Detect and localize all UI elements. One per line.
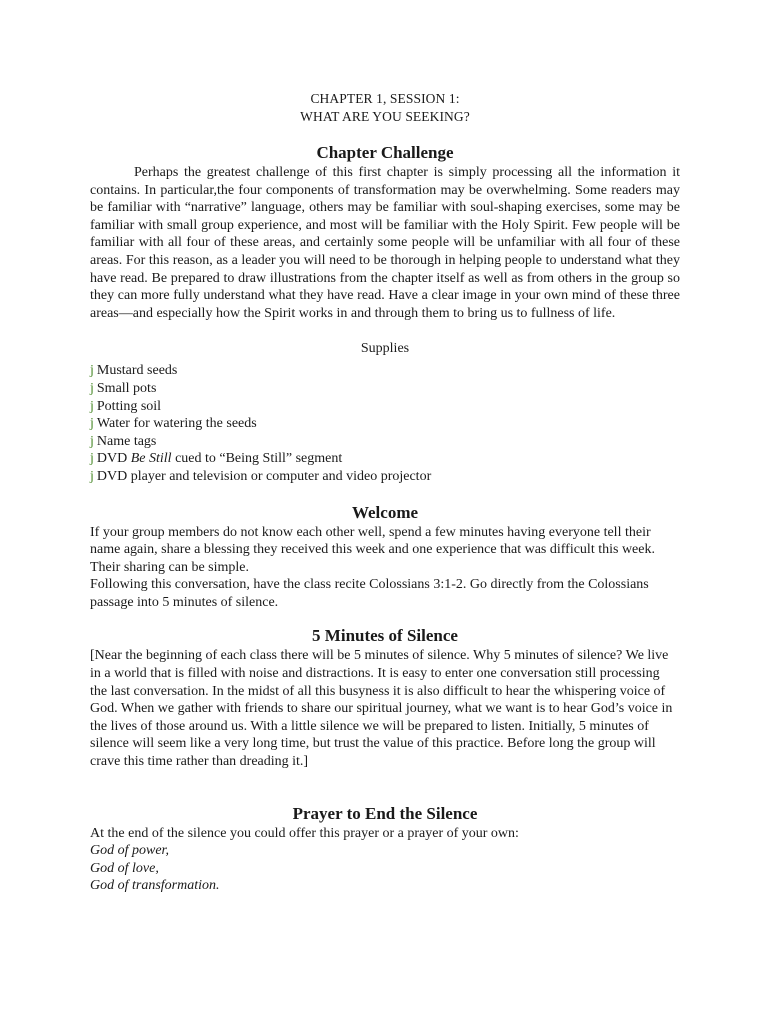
supply-item-dvd: j DVD Be Still cued to “Being Still” segment [90,451,343,467]
dvd-title: Be Still [130,451,172,467]
bullet-icon: j [90,416,94,432]
supply-item: j Mustard seeds [90,363,178,379]
prayer-heading: Prayer to End the Silence [292,803,478,823]
supply-item: j Potting soil [90,398,162,414]
bullet-icon: j [90,433,94,449]
welcome-paragraph-1: If your group members do not know each other well, spend a few minutes having everyone tell their name again, share a blessing they received this week and one experience that was difficult this week. Their sharing can be simple. [90,524,655,575]
prayer-lines [90,842,680,895]
prayer-line: God of power, [90,843,169,859]
chapter-title [90,90,680,126]
welcome-heading: Welcome [351,502,419,522]
silence-body: [Near the beginning of each class there will be 5 minutes of silence. Why 5 minutes of silence? We live in a world that is filled with noise and distractions. It is easy to enter one conversation still processing the last conversation. In the midst of all this busyness it is also difficult to hear the whispering voice of God. When we gather with friends to share our spiritual journey, what we want is to hear God’s voice in the lives of those around us. With a little silence we will be prepared to listen. Initially, 5 minutes of silence will seem like a very long time, but trust the value of this practice. Before long the group will crave this time rather than dreading it.] [90,648,673,770]
chapter-challenge-heading: Chapter Challenge [316,143,454,162]
bullet-icon: j [90,380,94,396]
bullet-icon: j [90,451,94,467]
supply-item: j Water for watering the seeds [90,416,257,432]
prayer-line: God of transformation. [90,878,220,894]
welcome-paragraph-2: Following this conversation, have the class recite Colossians 3:1-2. Go directly from the Colossians passage into 5 minutes of silence. [90,577,649,610]
supply-item: j Name tags [90,433,157,449]
chapter-title-line2: WHAT ARE YOU SEEKING? [300,109,470,124]
supply-item: j Small pots [90,380,157,396]
bullet-icon: j [90,363,94,379]
document-page [90,90,680,895]
prayer-intro: At the end of the silence you could offer this prayer or a prayer of your own: [90,825,519,841]
chapter-title-line1: CHAPTER 1, SESSION 1: [310,91,460,106]
prayer-line: God of love, [90,860,159,876]
supplies-heading: Supplies [360,341,410,357]
bullet-icon: j [90,398,94,414]
bullet-icon: j [90,468,94,484]
supply-item: j DVD player and television or computer and video projector [90,468,432,484]
chapter-challenge-body: Perhaps the greatest challenge of this first chapter is simply processing all the information it contains. In particular,the four components of transformation may be overwhelming. Some readers may be familiar with “narrative” language, others may be familiar with soul-shaping exercises, some may be familiar with small group experience, and most will be familiar with the Holy Spirit. Few people will be familiar with all four of these areas, and certainly some people will be unfamiliar with all four of these areas. For this reason, as a leader you will need to be thorough in helping people to understand what they have read. Be prepared to draw illustrations from the chapter itself as well as from others in the group so they can more fully understand what they have read. Have a clear image in your own mind of these three areas—and especially how the Spirit works in and through them to bring us to fullness of life. [90,165,680,321]
silence-heading: 5 Minutes of Silence [312,626,458,646]
supplies-list [90,362,680,485]
